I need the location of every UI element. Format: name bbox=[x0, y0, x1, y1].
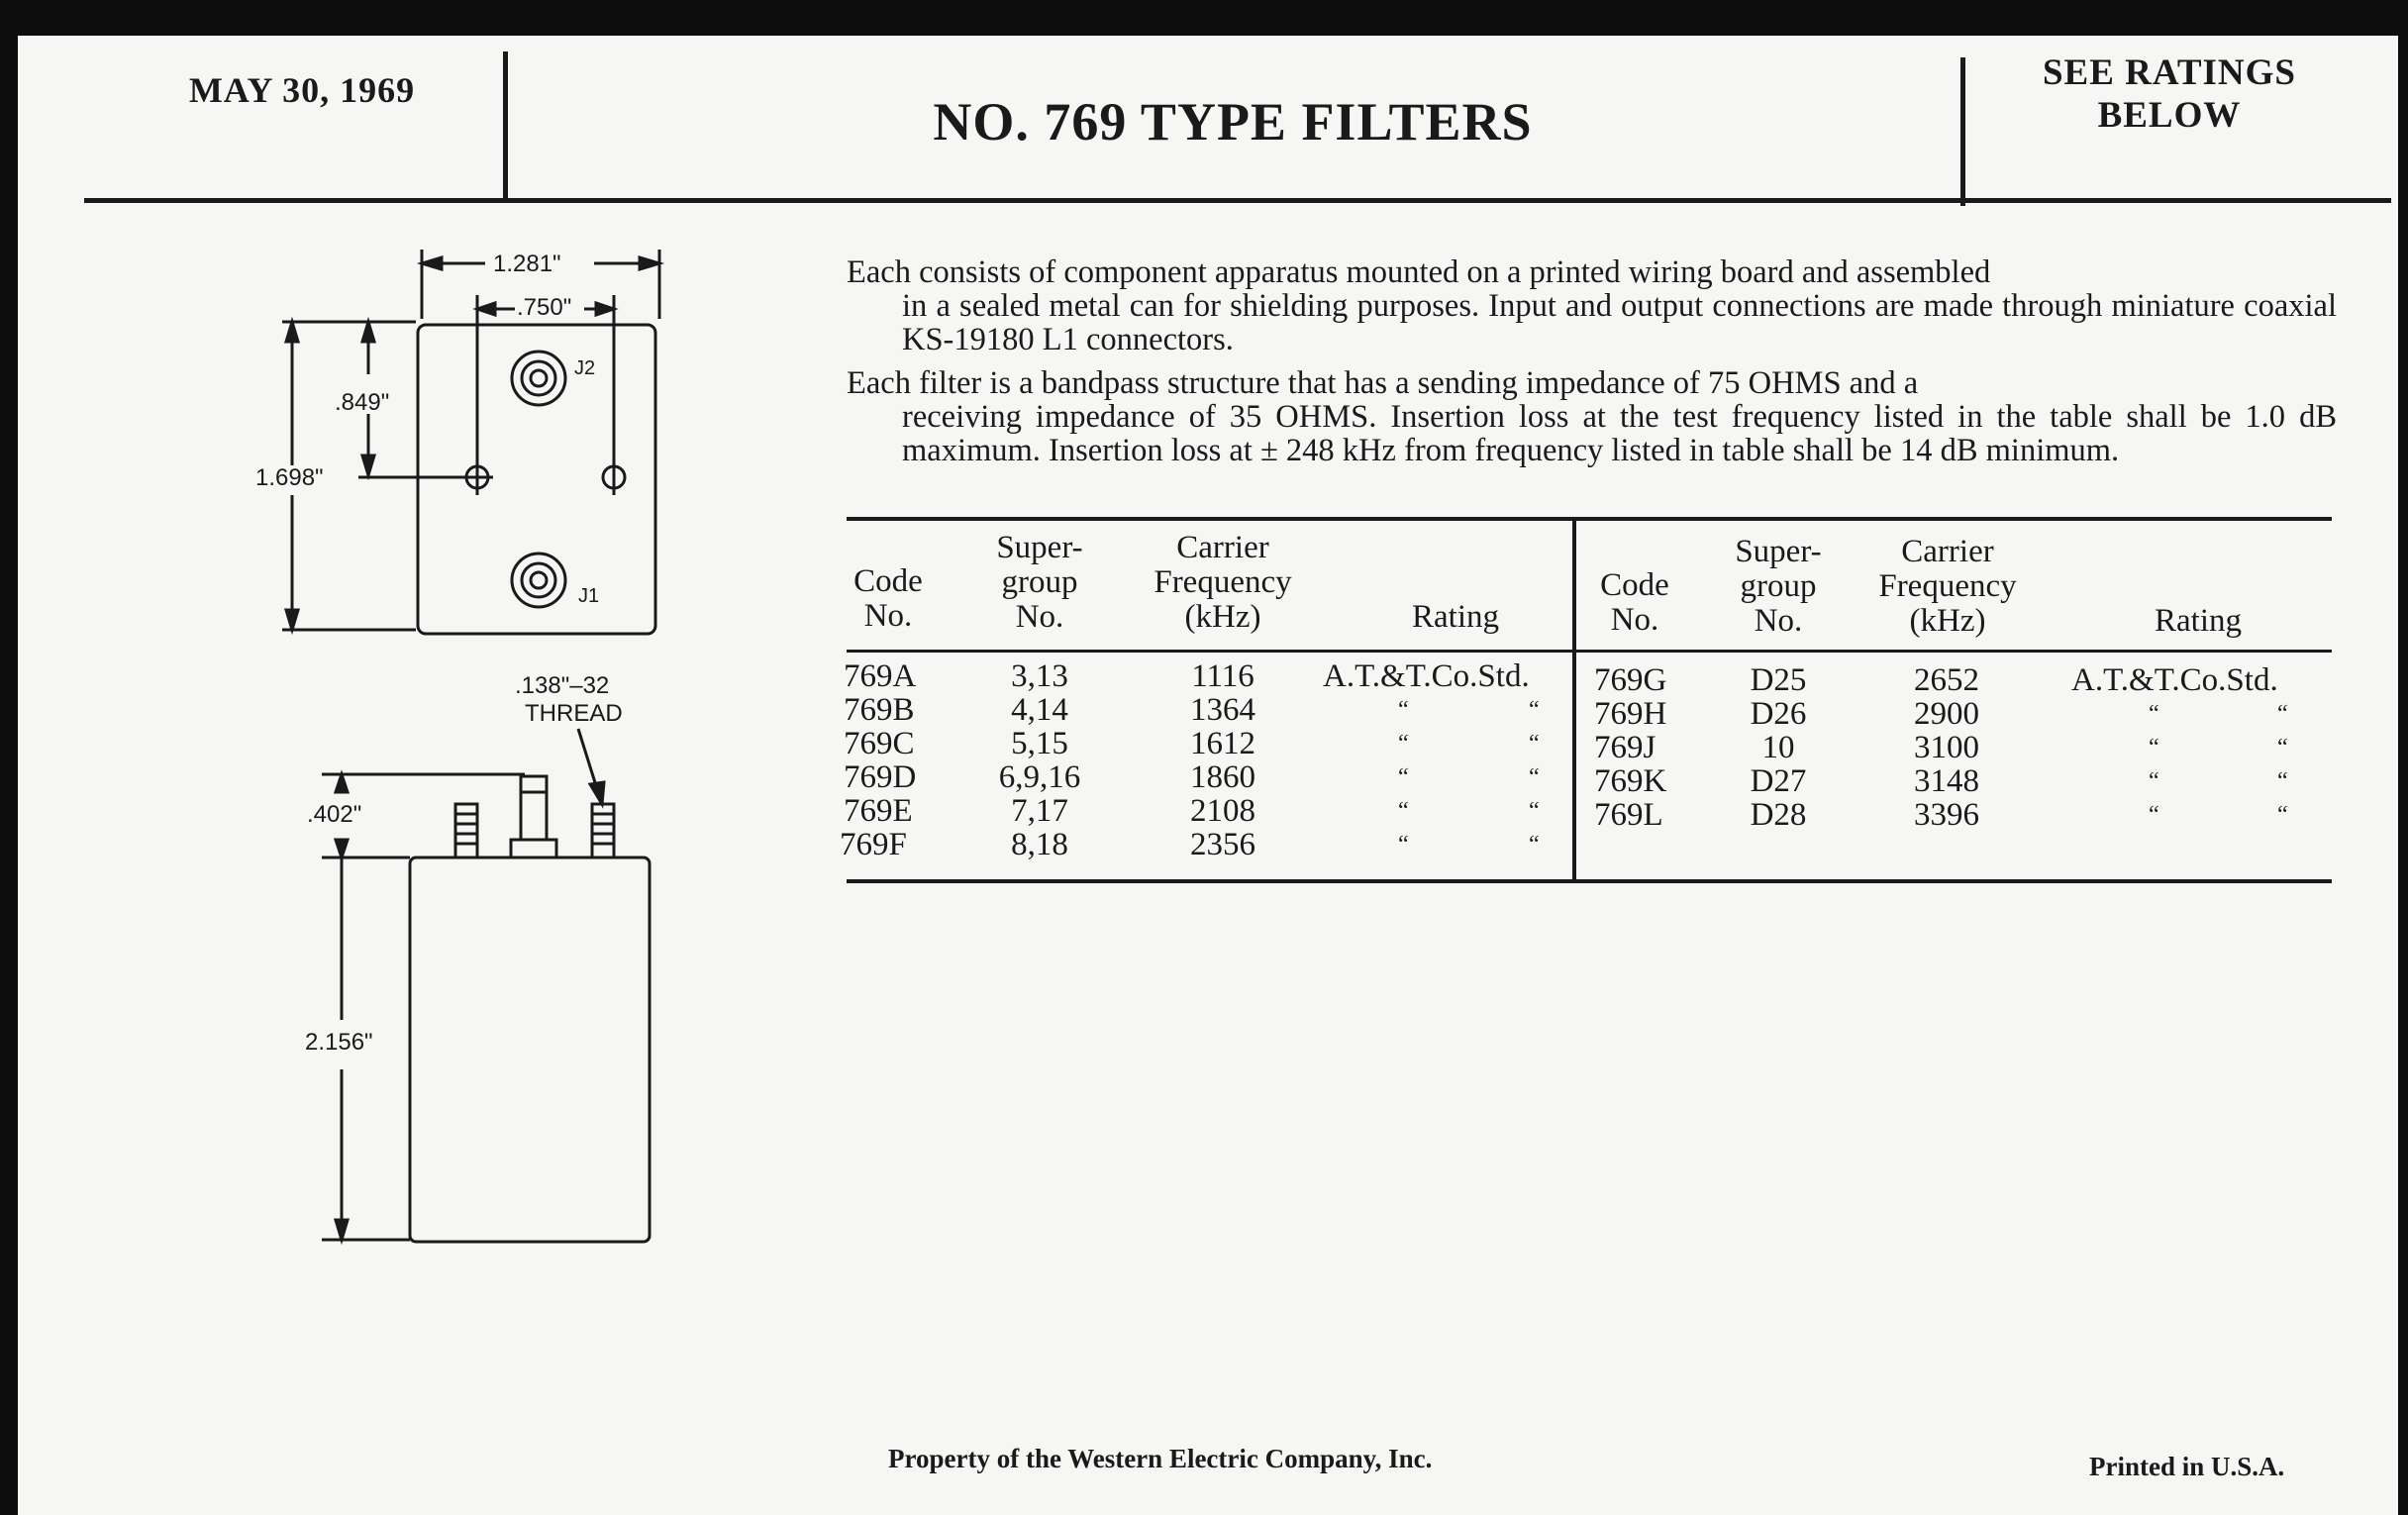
col-header-code-l1: Code bbox=[853, 563, 923, 599]
col-header-rating-right: Rating bbox=[2155, 603, 2242, 639]
col-header-sg-l1: Super- bbox=[996, 530, 1083, 565]
filter-dimension-drawing bbox=[0, 0, 713, 1287]
cell-supergroup: 10 bbox=[1761, 730, 1795, 765]
col-header-supergroup-left bbox=[970, 531, 1109, 635]
cell-code: 769F bbox=[840, 827, 907, 862]
cell-frequency: 3100 bbox=[1914, 730, 1979, 765]
description-2-rest: receiving impedance of 35 OHMS. Insertion loss at the test frequency listed in the table shall be 1.0 dB maximum. Insertion loss at ± 248 kHz from frequency listed in table shall be 14 dB minimum. bbox=[902, 399, 2337, 468]
footer-property-notice: Property of the Western Electric Company, Inc. bbox=[888, 1444, 1433, 1473]
col-header-carrier-r1: Carrier bbox=[1901, 534, 1994, 569]
thread-label-1: .138"–32 bbox=[515, 672, 610, 699]
col-header-carrier-l3: (kHz) bbox=[1184, 599, 1261, 635]
cell-frequency: 3396 bbox=[1914, 797, 1979, 833]
cell-supergroup: 6,9,16 bbox=[998, 759, 1081, 795]
dim-height-total: 1.698" bbox=[255, 464, 324, 491]
cell-ditto: “ bbox=[1529, 697, 1540, 723]
col-header-sg-l2: group bbox=[1001, 564, 1078, 600]
description-paragraph-1 bbox=[847, 255, 2337, 356]
cell-code: 769E bbox=[844, 793, 913, 829]
cell-frequency: 1364 bbox=[1190, 692, 1255, 728]
cell-code: 769K bbox=[1594, 763, 1667, 799]
cell-ditto: “ bbox=[2149, 701, 2159, 727]
cell-ditto: “ bbox=[2149, 768, 2159, 794]
col-header-supergroup-right bbox=[1709, 535, 1848, 639]
cell-frequency: 2108 bbox=[1190, 793, 1255, 829]
cell-ditto: “ bbox=[2277, 802, 2288, 828]
col-header-sg-r1: Super- bbox=[1735, 534, 1822, 569]
col-header-code-right bbox=[1590, 568, 1679, 638]
cell-code: 769D bbox=[844, 759, 917, 795]
cell-code: 769B bbox=[844, 692, 915, 728]
cell-frequency: 1860 bbox=[1190, 759, 1255, 795]
cell-ditto: “ bbox=[1529, 731, 1540, 757]
cell-supergroup: 3,13 bbox=[1011, 658, 1068, 694]
col-header-carrier-r3: (kHz) bbox=[1909, 603, 1986, 639]
cell-supergroup: D25 bbox=[1750, 662, 1807, 698]
cell-code: 769L bbox=[1594, 797, 1663, 833]
cell-supergroup: 4,14 bbox=[1011, 692, 1068, 728]
ratings-note bbox=[1966, 51, 2372, 137]
cell-ditto: “ bbox=[1398, 832, 1409, 858]
cell-ditto: “ bbox=[1398, 798, 1409, 824]
col-header-carrier-l2: Frequency bbox=[1154, 564, 1292, 600]
page-title: NO. 769 TYPE FILTERS bbox=[933, 92, 1533, 152]
description-1-first-line: Each consists of component apparatus mounted on a printed wiring board and assembled bbox=[847, 254, 1991, 290]
table-top-rule bbox=[847, 517, 2332, 521]
cell-rating: A.T.&T.Co.Std. bbox=[2071, 662, 2278, 698]
cell-supergroup: D26 bbox=[1750, 696, 1807, 732]
connector-j2 bbox=[512, 352, 565, 405]
col-header-code-left bbox=[844, 564, 933, 634]
table-header-rule bbox=[847, 650, 2332, 653]
cell-supergroup: D27 bbox=[1750, 763, 1807, 799]
cell-frequency: 2900 bbox=[1914, 696, 1979, 732]
cell-ditto: “ bbox=[1398, 731, 1409, 757]
col-header-code-l2: No. bbox=[863, 598, 913, 634]
col-header-rating-left: Rating bbox=[1412, 599, 1499, 635]
cell-ditto: “ bbox=[1398, 764, 1409, 790]
cell-ditto: “ bbox=[1529, 764, 1540, 790]
cell-ditto: “ bbox=[2277, 701, 2288, 727]
footer-printed-in: Printed in U.S.A. bbox=[2089, 1452, 2285, 1481]
header-divider-right bbox=[1960, 57, 1965, 206]
cell-ditto: “ bbox=[1529, 798, 1540, 824]
cell-ditto: “ bbox=[2149, 735, 2159, 760]
dim-height-half: .849" bbox=[335, 389, 390, 416]
ratings-note-line-1: SEE RATINGS bbox=[2042, 52, 2297, 93]
table-center-divider bbox=[1572, 519, 1576, 881]
issue-date: MAY 30, 1969 bbox=[188, 70, 416, 110]
dim-width-inner: .750" bbox=[517, 294, 572, 321]
side-view-can bbox=[410, 858, 650, 1242]
ratings-note-line-2: BELOW bbox=[2097, 95, 2242, 136]
col-header-carrier-left bbox=[1129, 531, 1317, 635]
cell-code: 769H bbox=[1594, 696, 1667, 732]
dim-width-overall: 1.281" bbox=[493, 251, 561, 277]
cell-supergroup: 5,15 bbox=[1011, 726, 1068, 761]
cell-supergroup: 8,18 bbox=[1011, 827, 1068, 862]
cell-code: 769C bbox=[844, 726, 915, 761]
cell-ditto: “ bbox=[1398, 697, 1409, 723]
cell-ditto: “ bbox=[2149, 802, 2159, 828]
dim-stud-height: .402" bbox=[307, 801, 362, 828]
col-header-carrier-l1: Carrier bbox=[1176, 530, 1269, 565]
cell-supergroup: 7,17 bbox=[1011, 793, 1068, 829]
description-1-rest: in a sealed metal can for shielding purposes. Input and output connections are made through miniature coaxial KS-19180 L1 connectors. bbox=[902, 288, 2337, 357]
cell-ditto: “ bbox=[2277, 768, 2288, 794]
cell-frequency: 3148 bbox=[1914, 763, 1979, 799]
label-j2: J2 bbox=[574, 357, 596, 379]
cell-frequency: 1116 bbox=[1191, 658, 1254, 694]
cell-code: 769G bbox=[1594, 662, 1667, 698]
connector-j1 bbox=[512, 554, 565, 607]
label-j1: J1 bbox=[578, 585, 600, 607]
col-header-code-r2: No. bbox=[1610, 602, 1659, 638]
col-header-sg-l3: No. bbox=[1015, 599, 1064, 635]
col-header-carrier-r2: Frequency bbox=[1878, 568, 2017, 604]
col-header-sg-r3: No. bbox=[1754, 603, 1803, 639]
thread-label-2: THREAD bbox=[525, 700, 623, 727]
cell-code: 769J bbox=[1594, 730, 1656, 765]
col-header-carrier-right bbox=[1854, 535, 2042, 639]
cell-frequency: 2652 bbox=[1914, 662, 1979, 698]
cell-supergroup: D28 bbox=[1750, 797, 1807, 833]
cell-code: 769A bbox=[844, 658, 917, 694]
cell-rating: A.T.&T.Co.Std. bbox=[1323, 658, 1530, 694]
dim-can-height: 2.156" bbox=[305, 1029, 373, 1056]
table-bottom-rule bbox=[847, 879, 2332, 883]
description-paragraph-2 bbox=[847, 366, 2337, 467]
col-header-code-r1: Code bbox=[1600, 567, 1669, 603]
col-header-sg-r2: group bbox=[1740, 568, 1817, 604]
cell-frequency: 1612 bbox=[1190, 726, 1255, 761]
cell-ditto: “ bbox=[1529, 832, 1540, 858]
cell-frequency: 2356 bbox=[1190, 827, 1255, 862]
description-2-first-line: Each filter is a bandpass structure that has a sending impedance of 75 OHMS and a bbox=[847, 365, 1919, 401]
cell-ditto: “ bbox=[2277, 735, 2288, 760]
